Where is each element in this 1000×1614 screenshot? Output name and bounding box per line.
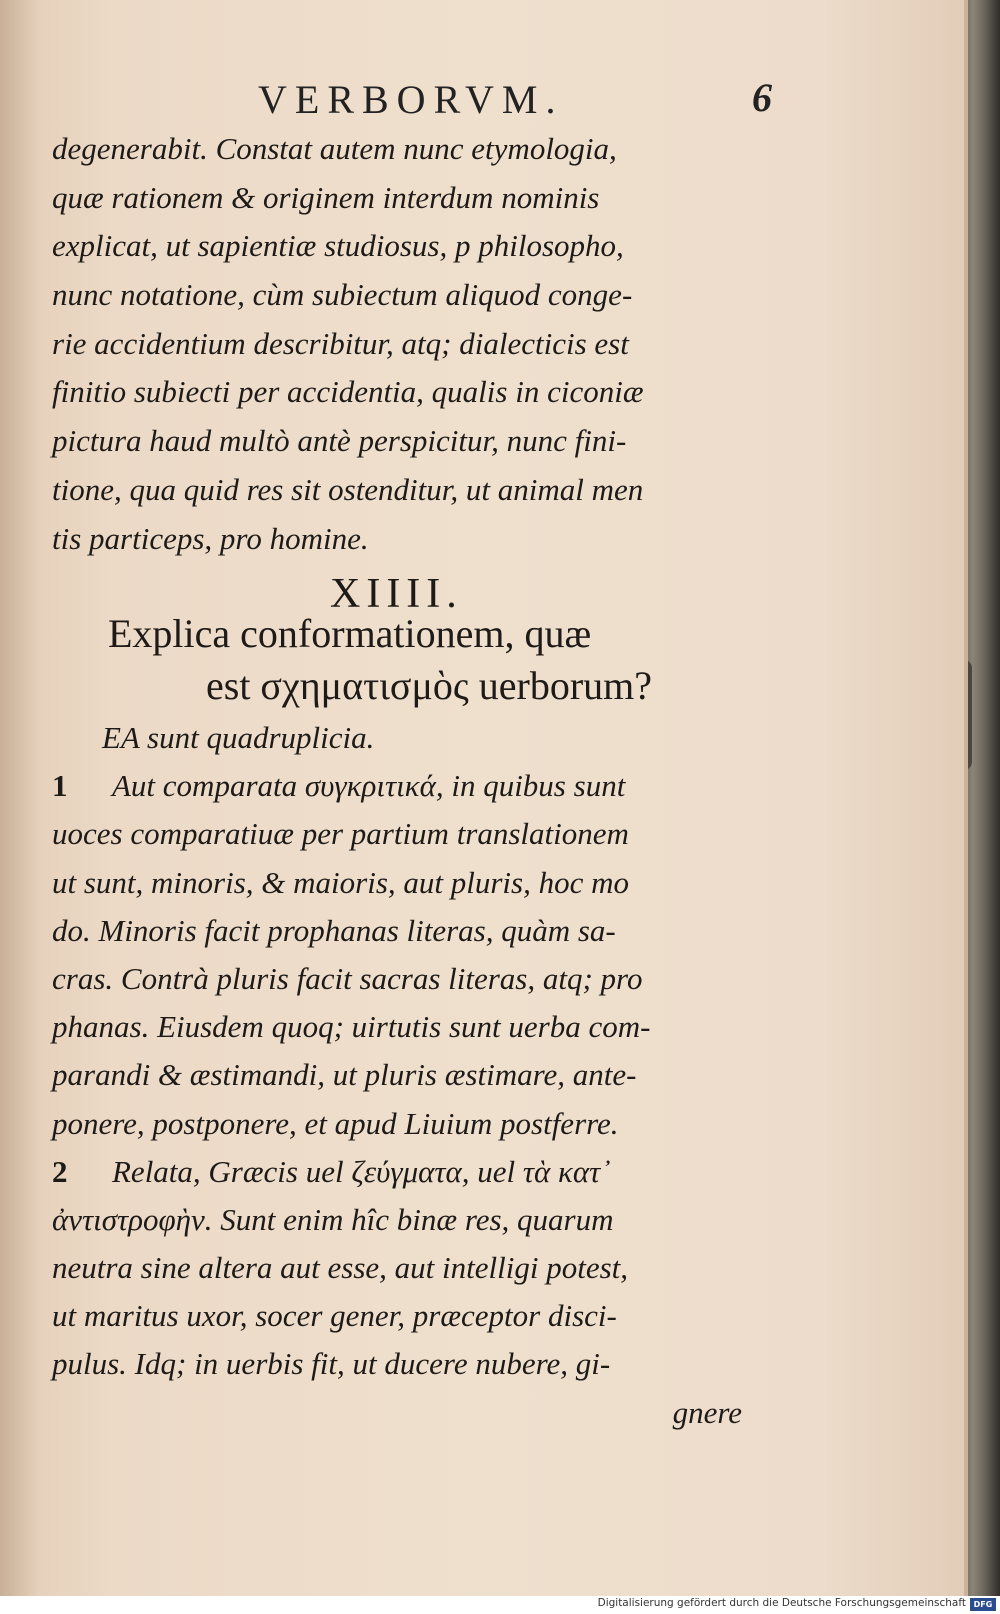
question-line: Explica conformationem, quæ [108, 611, 592, 656]
text-line: finitio subiecti per accidentia, qualis in ciconiæ [52, 374, 644, 410]
answer-text: EA sunt quadruplicia. [102, 720, 375, 755]
text-line: pulus. Idq; in uerbis fit, ut ducere nubere, gi- [52, 1346, 611, 1382]
footer-bar [0, 1596, 1000, 1614]
page-number: 6 [752, 75, 772, 120]
paragraph-1 [52, 125, 772, 563]
text-line: tis particeps, pro homine. [52, 520, 369, 556]
text-line: quæ rationem & originem interdum nominis [52, 179, 600, 215]
text-line: ut maritus uxor, socer gener, præceptor disci- [52, 1298, 617, 1334]
item-number: 2 [52, 1153, 68, 1189]
text-line: nunc notatione, cùm subiectum aliquod conge- [52, 277, 633, 313]
dfg-logo-icon: DFG [970, 1598, 996, 1611]
funding-credit: Digitalisierung gefördert durch die Deutsche Forschungsgemeinschaft [597, 1597, 966, 1609]
line-text: Relata, Græcis uel ζεύγματα, uel τὰ κατ᾽ [112, 1153, 611, 1189]
question-line: est σχηματισμὸς uerborum? [206, 663, 653, 708]
section-question [100, 608, 780, 712]
text-line: tione, qua quid res sit ostenditur, ut animal men [52, 471, 644, 507]
text-line: ἀντιστροφὴν. Sunt enim hîc binæ res, quarum [52, 1201, 614, 1237]
catchword: gnere [672, 1394, 742, 1430]
paragraph-2 [52, 714, 772, 1437]
text-line: degenerabit. Constat autem nunc etymologia, [52, 131, 617, 166]
item-number: 1 [52, 768, 68, 804]
section-number: XIIII. [330, 571, 463, 617]
text-line [52, 714, 772, 762]
text-line: uoces comparatiuæ per partium translationem [52, 816, 629, 852]
text-line: phanas. Eiusdem quoq; uirtutis sunt uerba com- [52, 1009, 651, 1045]
running-head: VERBORVM. [258, 77, 564, 122]
line-text: Aut comparata συγκριτικά, in quibus sunt [112, 768, 626, 804]
text-line [52, 1148, 772, 1196]
text-line: cras. Contrà pluris facit sacras literas, atq; pro [52, 960, 643, 996]
text-line: parandi & æstimandi, ut pluris æstimare, ante- [52, 1057, 637, 1093]
text-line [52, 762, 772, 810]
gutter-shadow [0, 0, 40, 1596]
text-line: ut sunt, minoris, & maioris, aut pluris, hoc mo [52, 864, 629, 900]
text-line: explicat, ut sapientiæ studiosus, p philosopho, [52, 228, 624, 264]
text-line: rie accidentium describitur, atq; dialecticis est [52, 325, 629, 361]
text-line: do. Minoris facit prophanas literas, quàm sa- [52, 912, 616, 948]
text-line: pictura haud multò antè perspicitur, nunc fini- [52, 423, 627, 459]
text-line: ponere, postponere, et apud Liuium postferre. [52, 1105, 619, 1141]
text-line: neutra sine altera aut esse, aut intelligi potest, [52, 1250, 629, 1286]
